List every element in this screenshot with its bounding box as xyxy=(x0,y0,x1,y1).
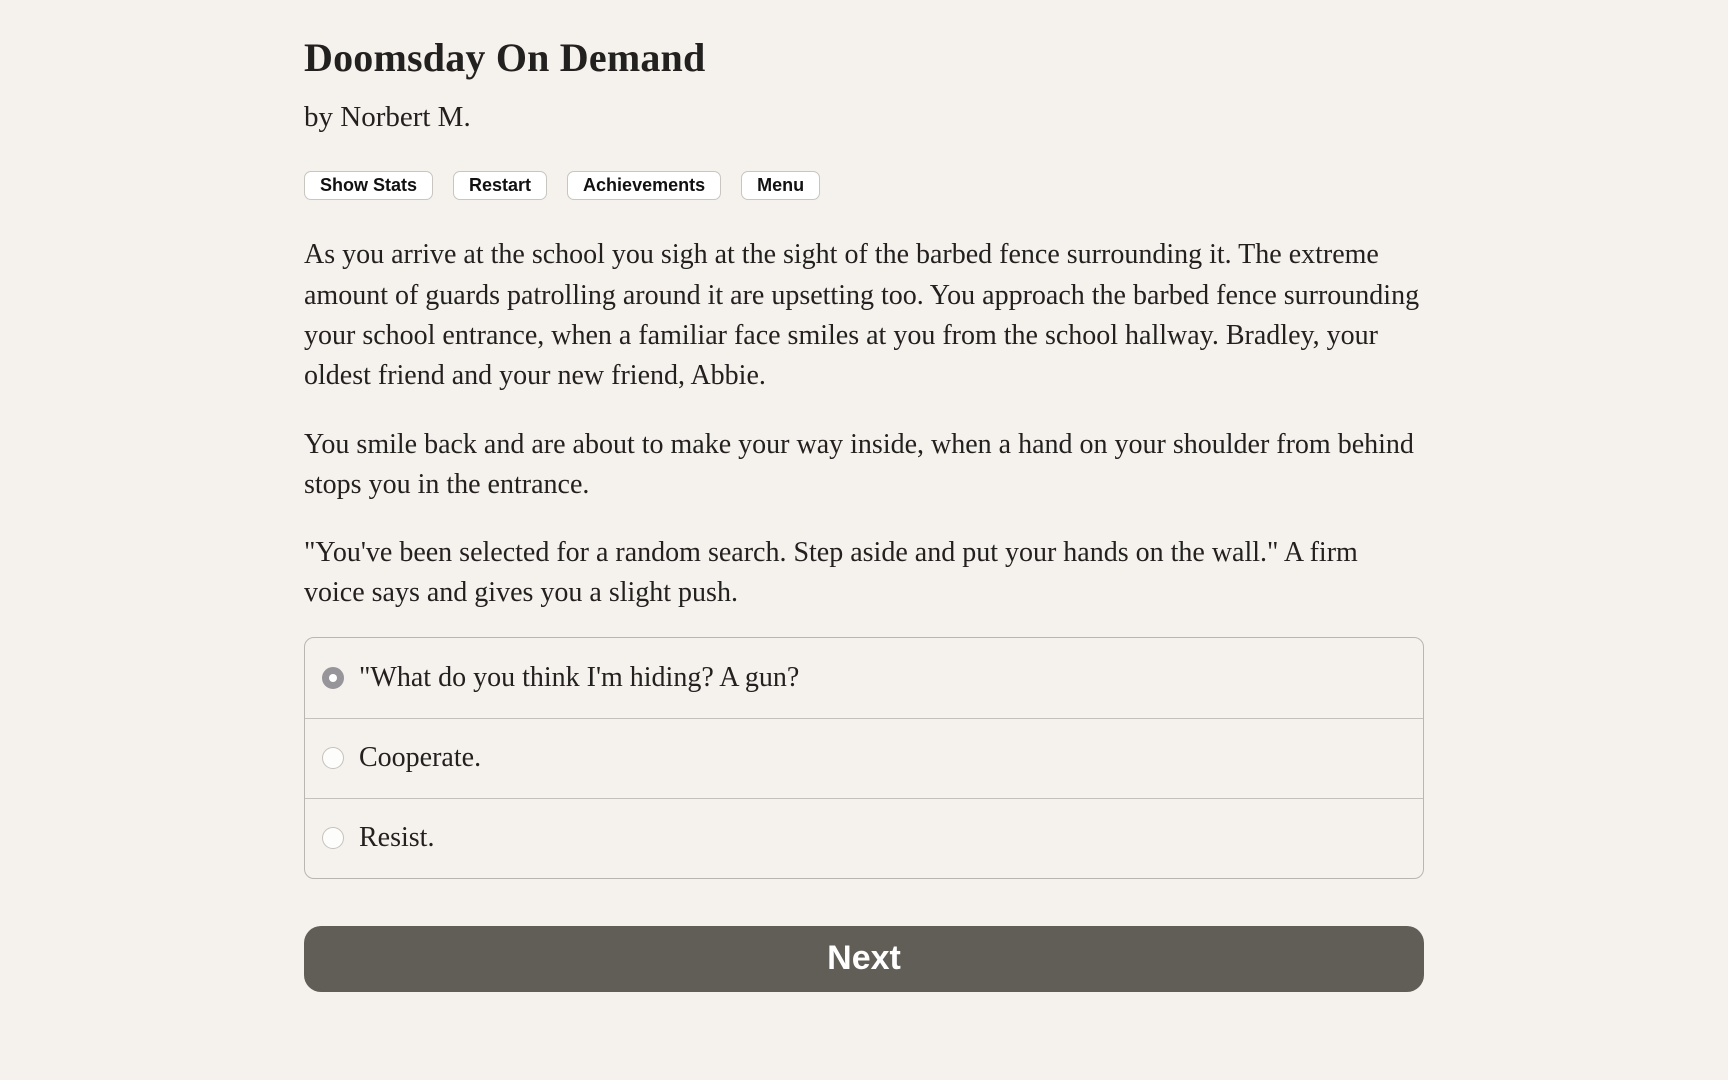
choice-option-3[interactable] xyxy=(305,798,1423,878)
choice-option-1[interactable] xyxy=(305,638,1423,718)
story-paragraph: You smile back and are about to make your way inside, when a hand on your shoulder from behind stops you in the entrance. xyxy=(304,428,1414,500)
show-stats-button[interactable]: Show Stats xyxy=(304,171,433,200)
toolbar xyxy=(304,171,1424,200)
radio-button-icon[interactable] xyxy=(322,667,344,689)
menu-button[interactable]: Menu xyxy=(741,171,820,200)
choice-option-label: Cooperate. xyxy=(359,742,482,774)
radio-button-icon[interactable] xyxy=(322,747,344,769)
story-text xyxy=(304,235,1424,614)
story-paragraph: As you arrive at the school you sigh at the sight of the barbed fence surrounding it. The extreme amount of guards patrolling around it are upsetting too. You approach the barbed fence surrounding your school entrance, when a familiar face smiles at you from the school hallway. Bradley, your oldest friend and your new friend, Abbie. xyxy=(304,239,1420,392)
achievements-button[interactable]: Achievements xyxy=(567,171,721,200)
story-paragraph: "You've been selected for a random search. Step aside and put your hands on the wall." A firm voice says and gives you a slight push. xyxy=(304,537,1358,609)
next-button[interactable]: Next xyxy=(304,926,1424,992)
radio-button-icon[interactable] xyxy=(322,827,344,849)
choice-list xyxy=(304,637,1424,879)
choice-option-2[interactable] xyxy=(305,718,1423,798)
choice-option-label: "What do you think I'm hiding? A gun? xyxy=(359,661,800,693)
restart-button[interactable]: Restart xyxy=(453,171,547,200)
author-byline: by Norbert M. xyxy=(304,101,471,133)
choice-option-label: Resist. xyxy=(359,822,435,854)
main-content xyxy=(304,0,1424,992)
page-title: Doomsday On Demand xyxy=(304,35,706,80)
